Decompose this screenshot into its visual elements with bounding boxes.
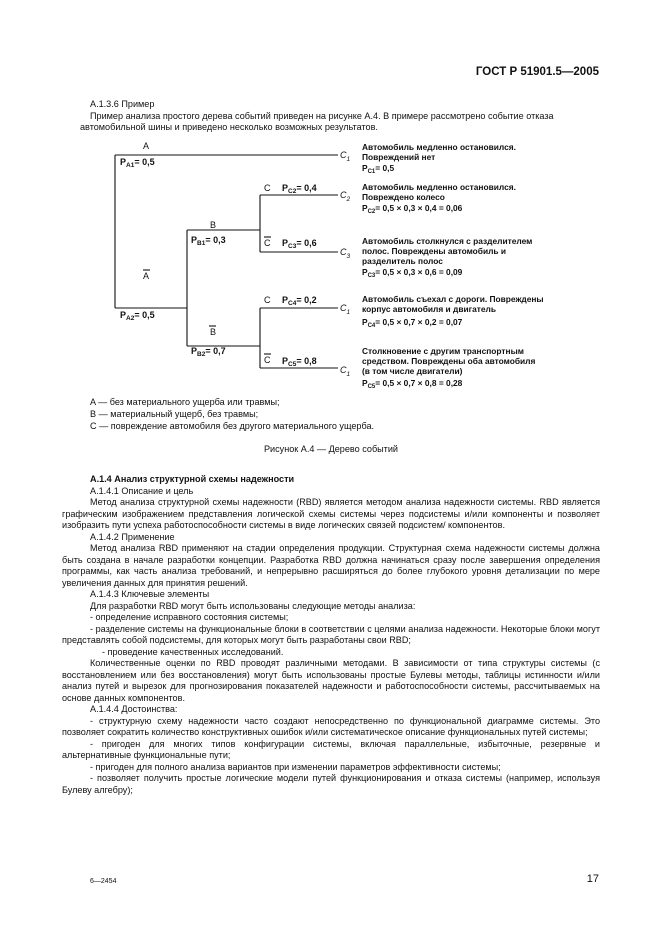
s3-bullet-2: - разделение системы на функциональные блоки в соответствии с целями анализа надежности. Некоторые блоки могут представлять собой подсистемы, для которых могут быть разработаны свои RBD; xyxy=(62,623,600,645)
legend-c: C — повреждение автомобиля без другого материального ущерба. xyxy=(90,421,375,432)
outcome-3-line3: разделитель полос xyxy=(362,256,443,266)
tree-legend xyxy=(90,396,374,433)
outcome-4-id: $C_1$ xyxy=(340,303,351,316)
label-pc3: $P_{C3}= 0,6$ xyxy=(282,238,317,250)
s4-bullet-1: - структурную схему надежности часто создают непосредственно по функциональной диаграмме системы. Это позволяет сократить количество конструктивных ошибок и/или систематическое описание функциональных путей системы; xyxy=(62,715,600,737)
s4-heading: А.1.4.4 Достоинства: xyxy=(90,704,178,714)
outcome-3-line2: полос. Повреждены автомобиль и xyxy=(362,246,507,256)
outcome-3-line1: Автомобиль столкнулся с разделителем xyxy=(362,236,533,246)
label-a-bar: A xyxy=(143,271,150,281)
outcome-5-line2: средством. Повреждены оба автомобиля xyxy=(362,356,536,366)
page-number: 17 xyxy=(586,873,599,885)
label-pc5: $P_{C5}= 0,8$ xyxy=(282,356,317,368)
label-pc4: $P_{C4}= 0,2$ xyxy=(282,295,317,307)
outcome-1-line2: Повреждений нет xyxy=(362,152,436,162)
s3-bullet-1: - определение исправного состояния системы; xyxy=(90,612,289,622)
print-code: 6—2454 xyxy=(90,878,117,885)
outcome-3-prob: $P_{C3}= 0,5 \times 0,3 \times 0,6 = 0,09$ xyxy=(362,267,463,279)
outcome-1-line1: Автомобиль медленно остановился. xyxy=(362,142,516,152)
s2-paragraph: Метод анализа RBD применяют на стадии определения продукции. Структурная схема надежности системы должна быть создана в начале разработки концепции. Разработка RBD должна начинаться сразу после завершения определения программы, как часть анализа требований, и непрерывно расширяться до более глубокого уровня детализации по мере увеличения данных для принятия решений. xyxy=(62,543,600,588)
label-c-bar-2: C xyxy=(264,355,271,365)
outcome-4-line2: корпус автомобиля и двигатель xyxy=(362,304,497,314)
label-c-1: C xyxy=(264,183,271,193)
label-c-bar-1: C xyxy=(264,238,271,248)
label-pb1: $P_{B1}= 0,3$ xyxy=(191,235,226,247)
s2-heading: А.1.4.2 Применение xyxy=(90,531,175,542)
label-pb2: $P_{B2}= 0,7$ xyxy=(191,346,226,358)
section-a14 xyxy=(62,474,600,796)
legend-a: A — без материального ущерба или травмы; xyxy=(90,397,280,407)
s3-paragraph: Для разработки RBD могут быть использованы следующие методы анализа: xyxy=(90,600,416,611)
outcome-1-id: $C_1$ xyxy=(340,150,351,163)
s3-paragraph-2: Количественные оценки по RBD проводят различными методами. В зависимости от типа структуры системы (с восстановлением или без восстановления) могут быть использованы простые Булевы методы, таблицы истинности и/или анализ путей и вырезок для прогнозирования показателей надежности и работоспособности системы, рассчитываемых на основе данных компонентов. xyxy=(62,658,600,703)
outcome-5-id: $C_1$ xyxy=(340,365,351,378)
outcome-4-prob: $P_{C4}= 0,5 \times 0,7 \times 0,2 = 0,07$ xyxy=(362,317,463,329)
event-tree-diagram xyxy=(0,0,662,400)
label-b: B xyxy=(210,220,217,230)
s4-bullet-4: - позволяет получить простые логические модели путей функционирования и отказа системы (например, используя Булеву алгебру); xyxy=(62,773,600,795)
label-pa1: $P_{A1}= 0,5$ xyxy=(120,157,155,169)
outcome-5-line1: Столкновение с другим транспортным xyxy=(362,346,524,356)
label-a: A xyxy=(143,141,150,151)
figure-caption: Рисунок А.4 — Дерево событий xyxy=(263,444,399,454)
intro-para-line1: Пример анализа простого дерева событий приведен на рисунке А.4. В примере рассмотрено событие отказа xyxy=(90,110,554,121)
outcome-2-line1: Автомобиль медленно остановился. xyxy=(362,182,516,192)
outcome-1-prob: $P_{C1}= 0,5$ xyxy=(362,163,395,175)
legend-b: B — материальный ущерб, без травмы; xyxy=(90,409,259,420)
outcome-5-line3: (в том числе двигатели) xyxy=(362,366,463,376)
s4-bullet-3: - пригоден для полного анализа вариантов при изменении параметров эффективности системы; xyxy=(90,761,501,772)
label-pa2: $P_{A2}= 0,5$ xyxy=(120,310,155,322)
s4-bullet-2: - пригоден для многих типов конфигурации системы, включая параллельные, избыточные, резервные и альтернативные функциональные пути; xyxy=(62,738,600,760)
s3-heading: А.1.4.3 Ключевые элементы xyxy=(90,589,210,599)
section-title: А.1.4 Анализ структурной схемы надежности xyxy=(90,474,295,484)
s1-heading: А.1.4.1 Описание и цель xyxy=(90,485,194,496)
intro-heading: A.1.3.6 Пример xyxy=(90,99,155,109)
outcome-2-prob: $P_{C2}= 0,5 \times 0,3 \times 0,4 = 0,06$ xyxy=(362,203,463,215)
intro-para-line2: автомобильной шины и приведено несколько возможных результатов. xyxy=(80,122,378,133)
outcome-3-id: $C_3$ xyxy=(340,247,351,260)
label-pc2: $P_{C2}= 0,4$ xyxy=(282,183,317,195)
label-c-2: C xyxy=(264,295,271,305)
outcome-2-line2: Повреждено колесо xyxy=(362,192,445,202)
s3-bullet-3: - проведение качественных исследований. xyxy=(102,646,284,657)
outcome-2-id: $C_2$ xyxy=(340,190,351,203)
standard-code: ГОСТ Р 51901.5—2005 xyxy=(475,66,599,78)
label-b-bar: B xyxy=(210,327,217,337)
outcome-5-prob: $P_{C5}= 0,5 \times 0,7 \times 0,8 = 0,28$ xyxy=(362,378,463,390)
s1-paragraph: Метод анализа структурной схемы надежности (RBD) является методом анализа надежности системы. RBD является графическим изображением представления логической схемы системы через подсистемы и/или компоненты и позволяет изобразить пути успеха работоспособности системы в виде логических связей подсистем/ компонентов. xyxy=(62,497,600,530)
outcome-4-line1: Автомобиль съехал с дороги. Повреждены xyxy=(362,294,544,304)
